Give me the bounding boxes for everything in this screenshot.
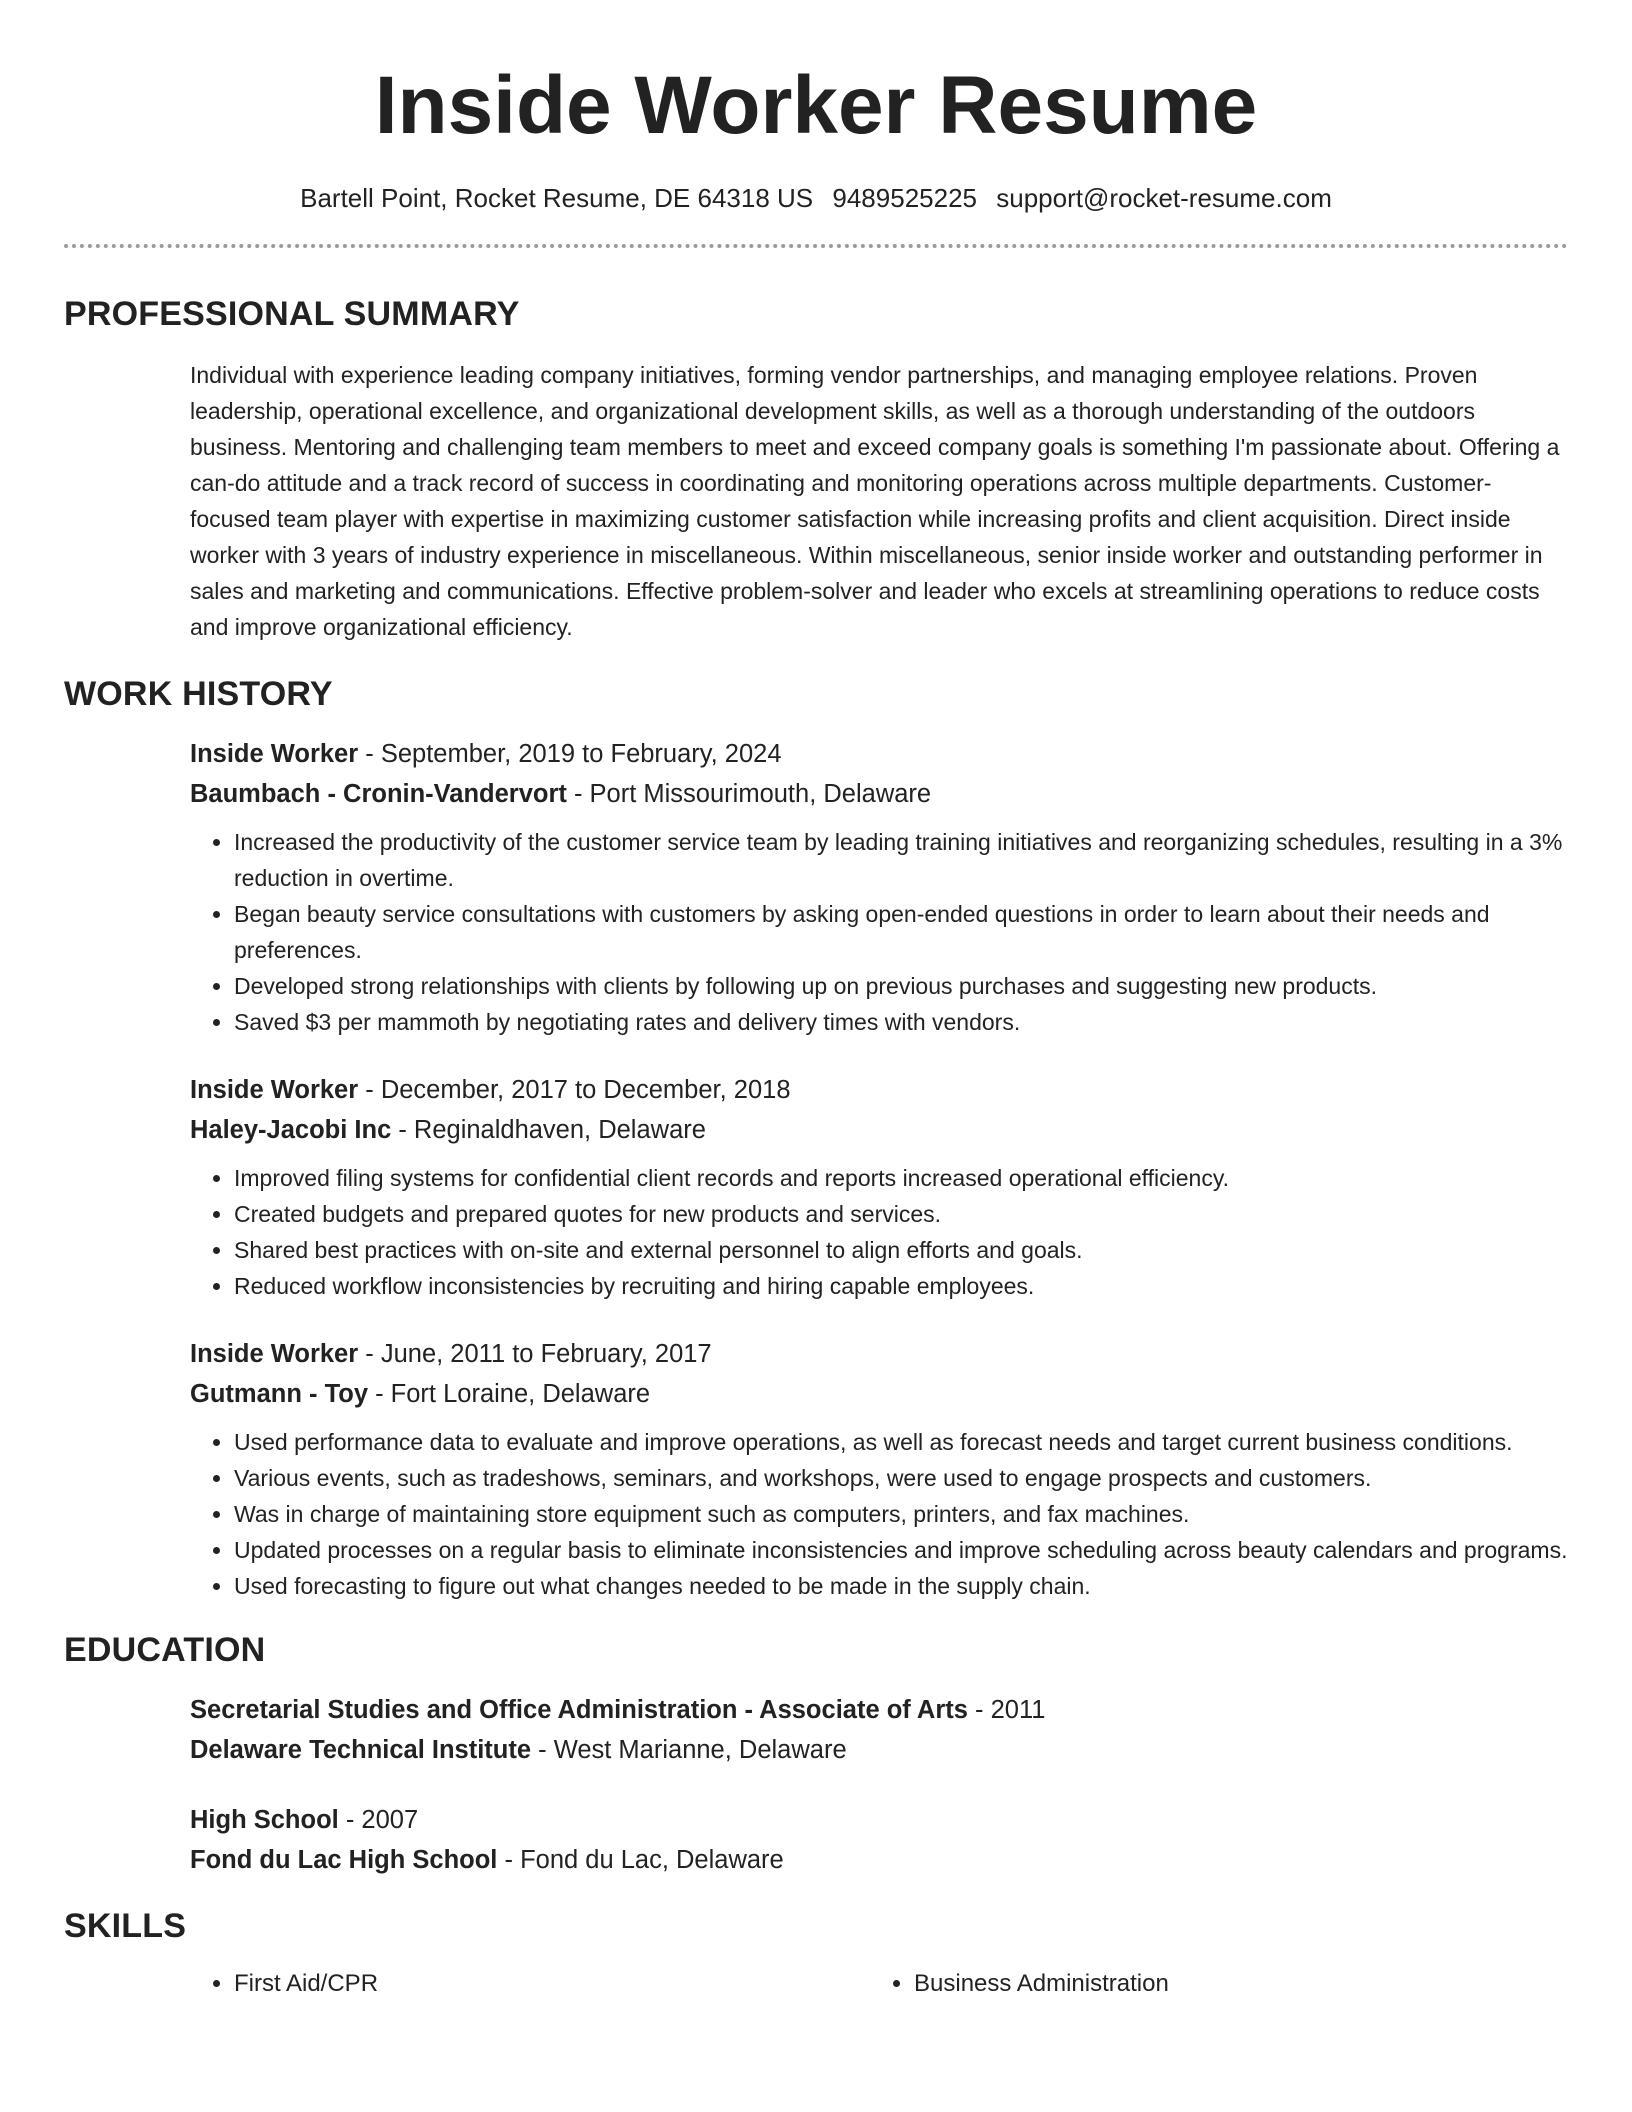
education-degree: High School <box>190 1806 339 1834</box>
job-dates: - June, 2011 to February, 2017 <box>358 1340 712 1368</box>
job-role: Inside Worker <box>190 740 359 768</box>
resume-page <box>64 0 1568 2002</box>
job-company: Haley-Jacobi Inc <box>190 1116 392 1144</box>
summary-text: Individual with experience leading company initiatives, forming vendor partnerships, and managing employee relations. Proven leadership, operational excellence, and organizational development skills, as well as a thorough understanding of the outdoors business. Mentoring and challenging team members to meet and exceed company goals is something I'm passionate about. Offering a can-do attitude and a track record of success in coordinating and monitoring operations across multiple departments. Customer-focused team player with expertise in maximizing customer satisfaction while increasing profits and client acquisition. Direct inside worker with 3 years of industry experience in miscellaneous. Within miscellaneous, senior inside worker and outstanding performer in sales and marketing and communications. Effective problem-solver and leader who excels at streamlining operations to reduce costs and improve organizational efficiency. <box>190 362 1560 640</box>
job-dates: - December, 2017 to December, 2018 <box>358 1076 791 1104</box>
list-item: • Various events, such as tradeshows, seminars, and workshops, were used to engage prospects and customers. <box>234 1460 1568 1496</box>
list-item: • Shared best practices with on-site and external personnel to align efforts and goals. <box>234 1232 1568 1268</box>
job-role: Inside Worker <box>190 1340 359 1368</box>
job-company-line <box>190 1110 1568 1150</box>
education-school-line <box>190 1840 1568 1880</box>
job-title-line <box>190 734 1568 774</box>
skills-column-left <box>190 1966 870 2002</box>
list-item: • Updated processes on a regular basis to eliminate inconsistencies and improve scheduling across beauty calendars and programs. <box>234 1532 1568 1568</box>
education-degree-line <box>190 1800 1568 1840</box>
education-location: - West Marianne, Delaware <box>531 1736 847 1764</box>
skills-column-right <box>870 1966 1550 2002</box>
education-entry <box>190 1800 1568 1880</box>
job-entry <box>190 1334 1568 1604</box>
job-title-line <box>190 1334 1568 1374</box>
summary-heading: PROFESSIONAL SUMMARY <box>64 295 520 333</box>
list-item: • Was in charge of maintaining store equipment such as computers, printers, and fax machines. <box>234 1496 1568 1532</box>
job-company: Baumbach - Cronin-Vandervort <box>190 780 567 808</box>
job-role: Inside Worker <box>190 1076 359 1104</box>
job-bullets <box>190 824 1568 1040</box>
education-section <box>64 1690 1568 1880</box>
education-heading: EDUCATION <box>64 1631 266 1669</box>
job-entry <box>190 734 1568 1040</box>
list-item: • Developed strong relationships with clients by following up on previous purchases and suggesting new products. <box>234 968 1568 1004</box>
job-company: Gutmann - Toy <box>190 1380 369 1408</box>
job-entry <box>190 1070 1568 1304</box>
skills-section <box>64 1966 1568 2002</box>
job-title-line <box>190 1070 1568 1110</box>
list-item: • Created budgets and prepared quotes for new products and services. <box>234 1196 1568 1232</box>
skills-list-left <box>190 1966 870 2002</box>
job-bullets <box>190 1424 1568 1604</box>
work-history-heading: WORK HISTORY <box>64 675 333 713</box>
job-location: - Port Missourimouth, Delaware <box>566 780 932 808</box>
resume-title: Inside Worker Resume <box>374 60 1258 151</box>
summary-section <box>64 357 1568 645</box>
contact-address: Bartell Point, Rocket Resume, DE 64318 US <box>300 183 814 213</box>
list-item: • Improved filing systems for confidential client records and reports increased operational efficiency. <box>234 1160 1568 1196</box>
job-location: - Reginaldhaven, Delaware <box>391 1116 706 1144</box>
education-school-line <box>190 1730 1568 1770</box>
list-item: • Increased the productivity of the customer service team by leading training initiatives and reorganizing schedules, resulting in a 3% reduction in overtime. <box>234 824 1568 896</box>
education-location: - Fond du Lac, Delaware <box>497 1846 784 1874</box>
job-company-line <box>190 774 1568 814</box>
education-entry <box>190 1690 1568 1770</box>
list-item: • Began beauty service consultations with customers by asking open-ended questions in order to learn about their needs and preferences. <box>234 896 1568 968</box>
contact-phone: 9489525225 <box>832 183 977 213</box>
contact-email: support@rocket-resume.com <box>996 183 1332 213</box>
education-year: - 2011 <box>967 1696 1046 1724</box>
job-company-line <box>190 1374 1568 1414</box>
list-item: • Reduced workflow inconsistencies by recruiting and hiring capable employees. <box>234 1268 1568 1304</box>
education-degree-line <box>190 1690 1568 1730</box>
skills-heading: SKILLS <box>64 1907 187 1945</box>
contact-line <box>64 182 1568 214</box>
education-degree: Secretarial Studies and Office Administration - Associate of Arts <box>190 1696 968 1724</box>
skills-list-right <box>870 1966 1550 2002</box>
education-school: Fond du Lac High School <box>190 1846 498 1874</box>
job-dates: - September, 2019 to February, 2024 <box>358 740 782 768</box>
job-bullets <box>190 1160 1568 1304</box>
education-school: Delaware Technical Institute <box>190 1736 532 1764</box>
header-divider <box>64 244 1568 248</box>
education-year: - 2007 <box>338 1806 419 1834</box>
skill-item: • First Aid/CPR <box>234 1966 870 2002</box>
skills-grid <box>190 1966 1568 2002</box>
job-location: - Fort Loraine, Delaware <box>368 1380 651 1408</box>
skill-item: • Business Administration <box>914 1966 1550 2002</box>
list-item: • Used performance data to evaluate and improve operations, as well as forecast needs and target current business conditions. <box>234 1424 1568 1460</box>
list-item: • Saved $3 per mammoth by negotiating rates and delivery times with vendors. <box>234 1004 1568 1040</box>
list-item: • Used forecasting to figure out what changes needed to be made in the supply chain. <box>234 1568 1568 1604</box>
work-history-section <box>64 734 1568 1604</box>
